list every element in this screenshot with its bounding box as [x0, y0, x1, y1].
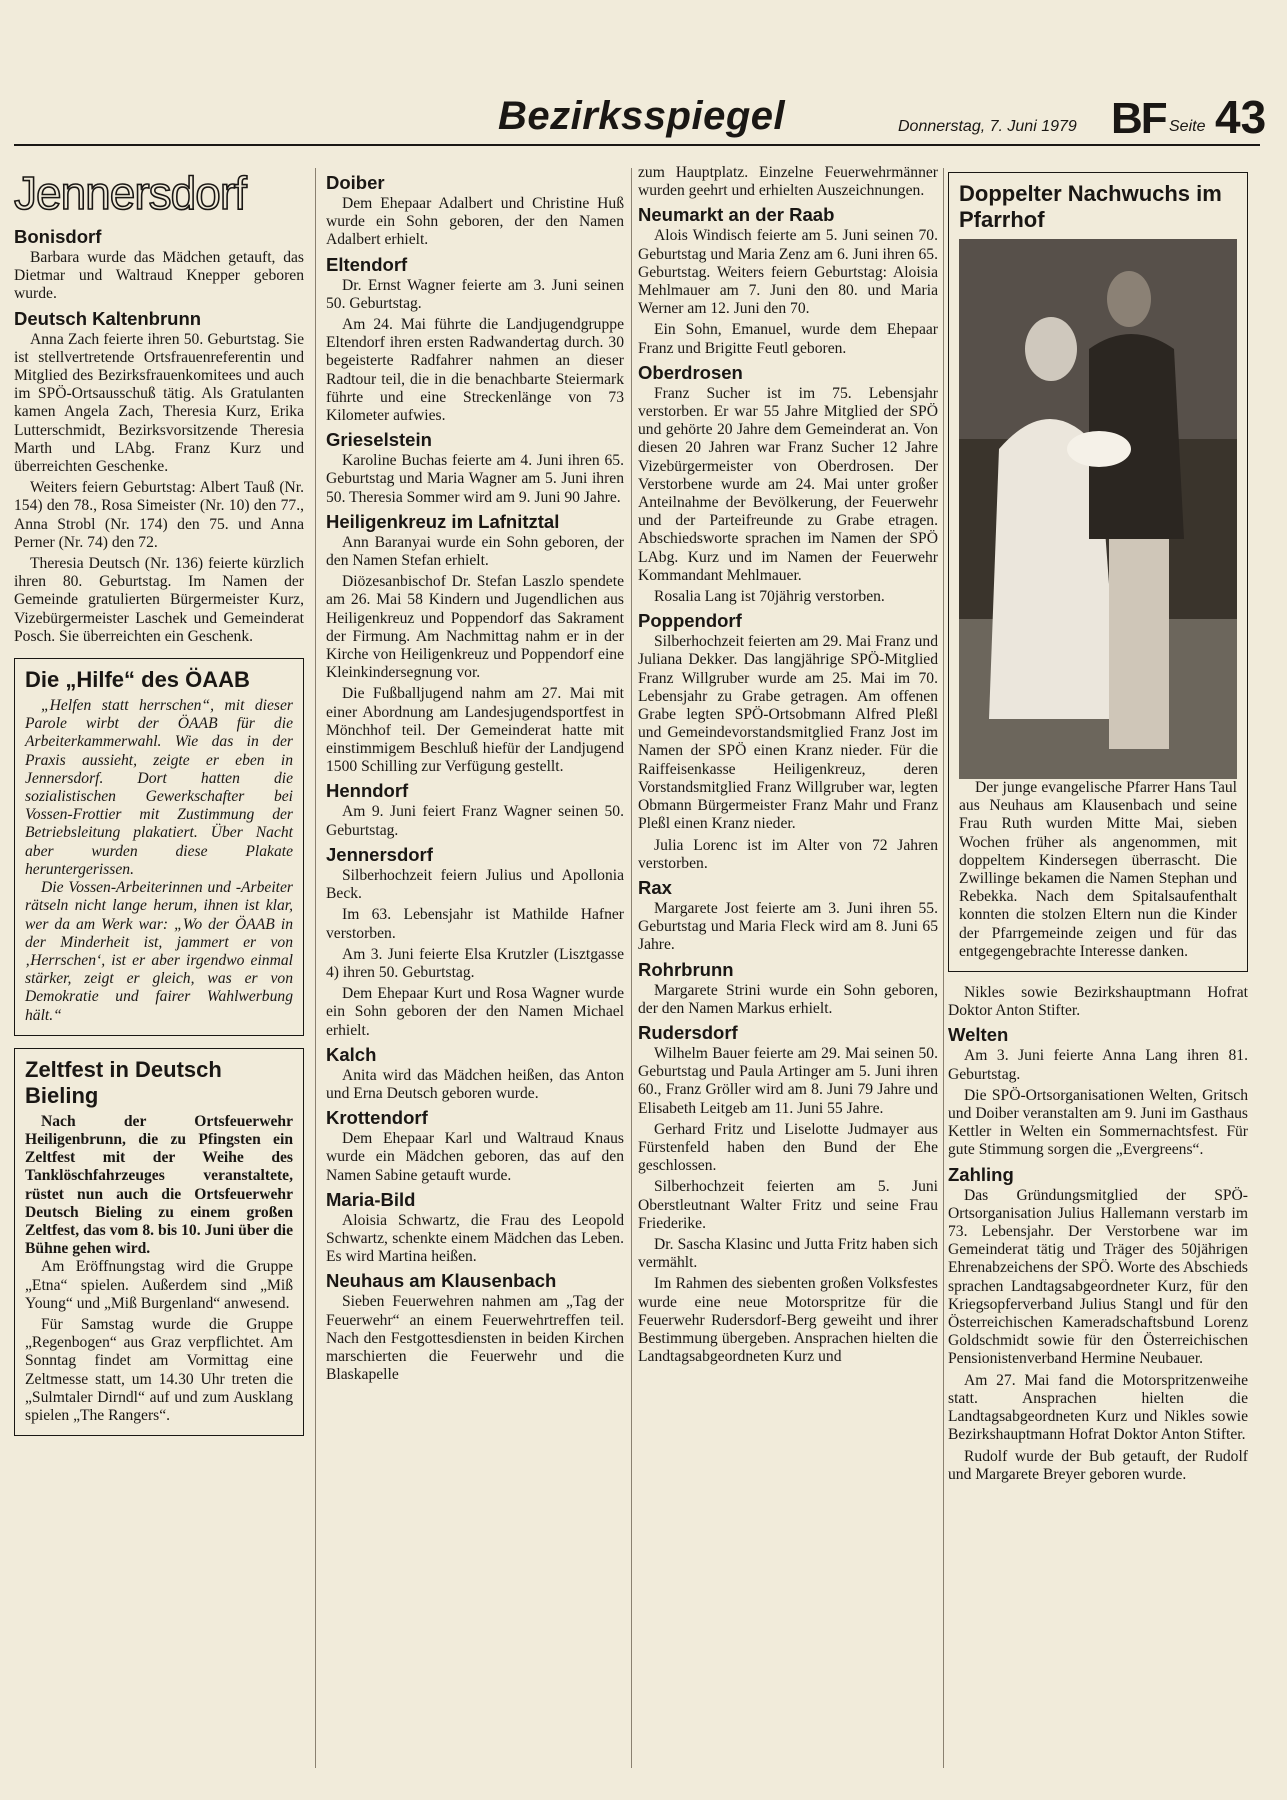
town-heading: Zahling [948, 1163, 1014, 1185]
photo-caption: Der junge evangelische Pfarrer Hans Taul aus Neuhaus am Klausenbach und seine Frau Ruth wurden Mitte Mai, sieben Wochen früher als angenommen, mit doppeltem Kindersegen überrascht. Die Zwillinge bekamen die Namen Stephan und Rebekka. Nach dem Spitalsaufenthalt konnten die stolzen Eltern nun die Kinder der Pfarrgemeinde zeigen und für das entgegengebrachte Interesse danken. [959, 779, 1237, 960]
photo-image [959, 239, 1237, 779]
article-paragraph: Wilhelm Bauer feierte am 29. Mai seinen 50. Geburtstag und Paula Artinger am 5. Juni ihren 60., Franz Gröller wird am 8. Juni 79 Jahre und Elisabeth Leitgeb am 11. Juni 55 Jahre. [638, 1044, 938, 1117]
town-heading: Deutsch Kaltenbrunn [14, 307, 202, 329]
town-heading: Doiber [326, 172, 385, 193]
town-heading: Rohrbrunn [638, 958, 734, 980]
article-paragraph: Theresia Deutsch (Nr. 136) feierte kürzlich ihren 80. Geburtstag. Im Namen der Gemeinde gratulierten Bürgermeister Kurz, Vizebürgermeister Laschek und Gemeinderat Posch. Sie überreichten ein Geschenk. [14, 555, 304, 645]
zeltfest-box [14, 1048, 304, 1436]
article-paragraph: Ann Baranyai wurde ein Sohn geboren, der den Namen Stefan erhielt. [326, 533, 624, 570]
oeaab-paragraph: Die Vossen-Arbeiterinnen und -Arbeiter rätseln nicht lange herum, ihnen ist klar, wer da am Werk war: „Wo der ÖAAB in der Minderheit ist, jammert er von ‚Herrschen‘, ist er aber irgendwo einmal stärker, zeigt er gleich, was er von Demokratie und fairer Wahlwerbung hält.“ [25, 879, 293, 1024]
column-divider [631, 168, 632, 1768]
article-paragraph: Am 9. Juni feiert Franz Wagner seinen 50. Geburtstag. [326, 803, 624, 839]
article-paragraph: Am 3. Juni feierte Elsa Krutzler (Lisztgasse 4) ihren 50. Geburtstag. [326, 945, 624, 981]
zeltfest-paragraph: Am Eröffnungstag wird die Gruppe „Etna“ spielen. Außerdem sind „Miß Young“ und „Miß Burgenland“ anwesend. [25, 1258, 293, 1312]
article-paragraph: Franz Sucher ist im 75. Lebensjahr verstorben. Er war 55 Jahre Mitglied der SPÖ und gehörte 20 Jahre dem Gemeinderat an. Von diesen 20 Jahren war Franz Sucher 12 Jahre Vizebürgermeister von Oberdrosen. Der Verstorbene wurde am 24. Mai unter großer Anteilnahme der Bevölkerung, der Feuerwehr und der Parteifreunde zu Grabe etragen. Abschiedsworte sprachen im Namen der SPÖ LAbg. Kurz und im Namen der Feuerwehr Kommandant Mehlmauer. [638, 384, 938, 584]
town-heading: Jennersdorf [326, 843, 433, 865]
zeltfest-paragraph: Für Samstag wurde die Gruppe „Regenbogen“ aus Graz verpflichtet. Am Sonntag findet am Vormittag eine Zeltmesse statt, um 14.30 Uhr treten die „Sulmtaler Dirndl“ auf und zum Ausklang spielen „The Rangers“. [25, 1315, 293, 1424]
photo-box [948, 172, 1248, 972]
article-paragraph: Karoline Buchas feierte am 4. Juni ihren 65. Geburtstag und Maria Wagner am 5. Juni ihren 50. Theresia Sommer wird am 9. Juni 90 Jahre. [326, 452, 624, 506]
column-3-articles [638, 204, 938, 1366]
section-title: Bezirksspiegel [498, 94, 786, 138]
article-paragraph: Im Rahmen des siebenten großen Volksfestes wurde eine neue Motorspritze für die Feuerwehr Rudersdorf-Berg geweiht und ihrer Bestimmung übergeben. Ansprachen hielten die Landtagsabgeordneten Kurz und [638, 1275, 938, 1366]
column-4-articles [948, 1024, 1248, 1483]
continued-text: Nikles sowie Bezirkshauptmann Hofrat Doktor Anton Stifter. [948, 984, 1248, 1020]
photo-young-parents-with-twins [959, 239, 1237, 779]
article-paragraph: Die Fußballjugend nahm am 27. Mai mit einer Abordnung am Landesjugendsportfest in Mönchhof teil. Der Gemeinderat hatte mit einstimmigem Beschluß hiefür der Landjugend 1500 Schilling zur Verfügung gestellt. [326, 685, 624, 776]
column-1-articles [14, 226, 304, 646]
article-paragraph: Weiters feiern Geburtstag: Albert Tauß (Nr. 154) den 78., Rosa Simeister (Nr. 10) den 77., Anna Strobl (Nr. 174) den 75. und Anna Perner (Nr. 74) den 72. [14, 479, 304, 551]
article-paragraph: Ein Sohn, Emanuel, wurde dem Ehepaar Franz und Brigitte Feutl geboren. [638, 321, 938, 357]
article-paragraph: Julia Lorenc ist im Alter von 72 Jahren verstorben. [638, 836, 938, 872]
article-paragraph: Dr. Ernst Wagner feierte am 3. Juni seinen 50. Geburtstag. [326, 276, 624, 312]
article-paragraph: Am 3. Juni feierte Anna Lang ihren 81. Geburtstag. [948, 1047, 1248, 1083]
town-heading: Kalch [326, 1043, 377, 1065]
article-paragraph: Rudolf wurde der Bub getauft, der Rudolf und Margarete Breyer geboren wurde. [948, 1447, 1248, 1483]
article-paragraph: Am 27. Mai fand die Motorspritzenweihe statt. Ansprachen hielten die Landtagsabgeordneten Kurz und Nikles sowie Bezirkshauptmann Hofrat Doktor Anton Stifter. [948, 1371, 1248, 1444]
article-paragraph: Margarete Jost feierte am 3. Juni ihren 55. Geburtstag und Maria Fleck wird am 8. Juni 65 Jahre. [638, 899, 938, 954]
column-4 [948, 172, 1248, 1484]
article-paragraph: Margarete Strini wurde ein Sohn geboren, der den Namen Markus erhielt. [638, 981, 938, 1017]
column-divider [315, 168, 316, 1768]
article-paragraph: Silberhochzeit feierten am 5. Juni Oberstleutnant Walter Fritz und seine Frau Friederike. [638, 1178, 938, 1232]
article-paragraph: Diözesanbischof Dr. Stefan Laszlo spendete am 26. Mai 58 Kindern und Jugendlichen aus Heiligenkreuz und Poppendorf das Sakrament der Firmung. Am Nachmittag nahm er in der Kirche von Heiligenkreuz und Poppendorf eine Kleinkindersegnung vor. [326, 573, 624, 682]
page-number: 43 [1215, 91, 1267, 143]
dateline: Donnerstag, 7. Juni 1979 [898, 118, 1077, 135]
article-paragraph: Im 63. Lebensjahr ist Mathilde Hafner verstorben. [326, 906, 624, 942]
article-paragraph: Die SPÖ-Ortsorganisationen Welten, Gritsch und Doiber veranstalten am 9. Juni im Gasthaus Kettler in Welten ein Sommernachtsfest. Für gute Stimmung sorgen die „Evergreens“. [948, 1086, 1248, 1159]
column-2-articles [326, 172, 624, 1384]
article-paragraph: Dem Ehepaar Kurt und Rosa Wagner wurde ein Sohn geboren der den Namen Michael erhielt. [326, 985, 624, 1039]
town-heading: Rudersdorf [638, 1021, 738, 1043]
town-heading: Eltendorf [326, 253, 408, 275]
town-heading: Poppendorf [638, 610, 742, 632]
article-paragraph: Silberhochzeit feierten am 29. Mai Franz und Juliana Dekker. Das langjährige SPÖ-Mitglied Franz Willgruber wurde am 25. Mai im 70. Lebensjahr zu Grabe getragen. Am offenen Grabe legten SPÖ-Ortsobmann Alfred Pleßl und Gemeindevorstandsmitglied Franz Jost im Namen der SPÖ einen Kranz nieder. Für die Raiffeisenkasse Heiligenkreuz, deren Vorstandsmitglied Franz Willgruber war, legten Obmann Bürgermeister Franz Mahr und Franz Pleßl einen Kranz nieder. [638, 633, 938, 833]
article-paragraph: Silberhochzeit feiern Julius und Apollonia Beck. [326, 866, 624, 903]
town-heading: Bonisdorf [14, 226, 102, 247]
seite-label: Seite [1169, 118, 1206, 135]
article-paragraph: Gerhard Fritz und Liselotte Judmayer aus Fürstenfeld haben den Bund der Ehe geschlossen. [638, 1120, 938, 1175]
article-paragraph: Anna Zach feierte ihren 50. Geburtstag. Sie ist stellvertretende Ortsfrauenreferentin und Mitglied des Bezirksfrauenkomitees und auch im SPÖ-Ortsausschuß tätig. Als Gratulanten kamen Angela Zach, Theresia Kurz, Erika Lutterschmidt, Bezirksvorsitzende Theresia Marth und LAbg. Franz Kurz und überreichten Geschenke. [14, 330, 304, 476]
article-paragraph: Das Gründungsmitglied der SPÖ-Ortsorganisation Julius Hallemann verstarb im 73. Lebensjahr. Der Verstorbene war im Gemeinderat tätig und Träger des 50jährigen Ehrenabzeichens der SPÖ. Worte des Abschieds sprachen Landtagsabgeordneter Kurz, für den Kriegsopferverband Julius Stangl und für den Österreichischen Kameradschaftsbund Lorenz Goldschmidt sowie für den Österreichischen Pensionistenverband Hermine Neubauer. [948, 1186, 1248, 1368]
article-paragraph: Barbara wurde das Mädchen getauft, das Dietmar und Waltraud Knepper geboren wurde. [14, 249, 304, 303]
town-heading: Welten [948, 1024, 1009, 1046]
article-paragraph: Dr. Sascha Klasinc und Jutta Fritz haben sich vermählt. [638, 1235, 938, 1272]
article-paragraph: Aloisia Schwartz, die Frau des Leopold Schwartz, schenkte einem Mädchen das Leben. Es wird Martina heißen. [326, 1211, 624, 1266]
article-paragraph: Rosalia Lang ist 70jährig verstorben. [654, 588, 885, 606]
bf-logo: BF [1111, 94, 1166, 143]
column-3 [638, 164, 938, 1366]
oeaab-title: Die „Hilfe“ des ÖAAB [25, 667, 250, 693]
article-paragraph: Am 24. Mai führte die Landjugendgruppe Eltendorf ihren ersten Radwandertag durch. 30 begeisterte Radfahrer nahmen an dieser Radtour teil, die in die benachbarte Steiermark führte und eine Streckenlänge von 73 Kilometer aufwies. [326, 316, 624, 425]
region-logo: Jennersdorf [14, 167, 246, 219]
oeaab-paragraph: „Helfen statt herrschen“, mit dieser Parole wirbt der ÖAAB für die Arbeiterkammerwahl. Wie das in der Praxis aussieht, zeigte er eben in Jennersdorf. Dort hatten die sozialistischen Gewerkschafter bei Vossen-Frottier mit Zustimmung der Betriebsleitung plakatiert. Über Nacht aber wurden diese Plakate heruntergerissen. [25, 697, 293, 878]
town-heading: Neumarkt an der Raab [638, 204, 835, 226]
town-heading: Heiligenkreuz im Lafnitztal [326, 510, 560, 532]
masthead [14, 88, 1267, 146]
column-divider [943, 168, 944, 1768]
zeltfest-lead: Nach der Ortsfeuerwehr Heiligenbrunn, die zu Pfingsten ein Zeltfest mit der Weihe des Tanklöschfahrzeuges veranstaltete, rüstet nun auch die Ortsfeuerwehr Deutsch Bieling zu einem großen Zeltfest, das vom 8. bis 10. Juni über die Bühne gehen wird. [25, 1112, 293, 1258]
town-heading: Grieselstein [326, 429, 432, 451]
article-paragraph: Dem Ehepaar Adalbert und Christine Huß wurde ein Sohn geboren, der den Namen Adalbert erhielt. [326, 195, 624, 249]
town-heading: Maria-Bild [326, 1188, 416, 1210]
town-heading: Henndorf [326, 780, 409, 802]
article-paragraph: Alois Windisch feierte am 5. Juni seinen 70. Geburtstag und Maria Zenz am 6. Juni ihren 65. Geburtstag. Weiters feiern Geburtstag: Aloisia Mehlmauer am 7. Juni den 80. und Maria Werner am 12. Juni den 70. [638, 227, 938, 318]
article-paragraph: Dem Ehepaar Karl und Waltraud Knaus wurde ein Mädchen geboren, das auf den Namen Sabine getauft wurde. [326, 1130, 624, 1184]
column-2 [326, 168, 624, 1384]
town-heading: Krottendorf [326, 1107, 428, 1129]
photo-box-title: Doppelter Nachwuchs im Pfarrhof [959, 181, 1222, 232]
article-paragraph: Sieben Feuerwehren nahmen am „Tag der Feuerwehr“ an einem Feuerwehrtreffen teil. Nach den Festgottesdiensten in beiden Kirchen marschierten die Feuerwehr und die Blaskapelle [326, 1293, 624, 1384]
oeaab-box [14, 658, 304, 1036]
town-heading: Neuhaus am Klausenbach [326, 1270, 557, 1292]
column-1 [14, 168, 304, 1436]
town-heading: Rax [638, 876, 672, 898]
continued-text: zum Hauptplatz. Einzelne Feuerwehrmänner wurden geehrt und erhielten Auszeichnungen. [638, 164, 938, 200]
article-paragraph: Anita wird das Mädchen heißen, das Anton und Erna Deutsch geboren wurde. [326, 1066, 624, 1102]
town-heading: Oberdrosen [638, 361, 743, 383]
zeltfest-title: Zeltfest in Deutsch Bieling [25, 1056, 222, 1108]
